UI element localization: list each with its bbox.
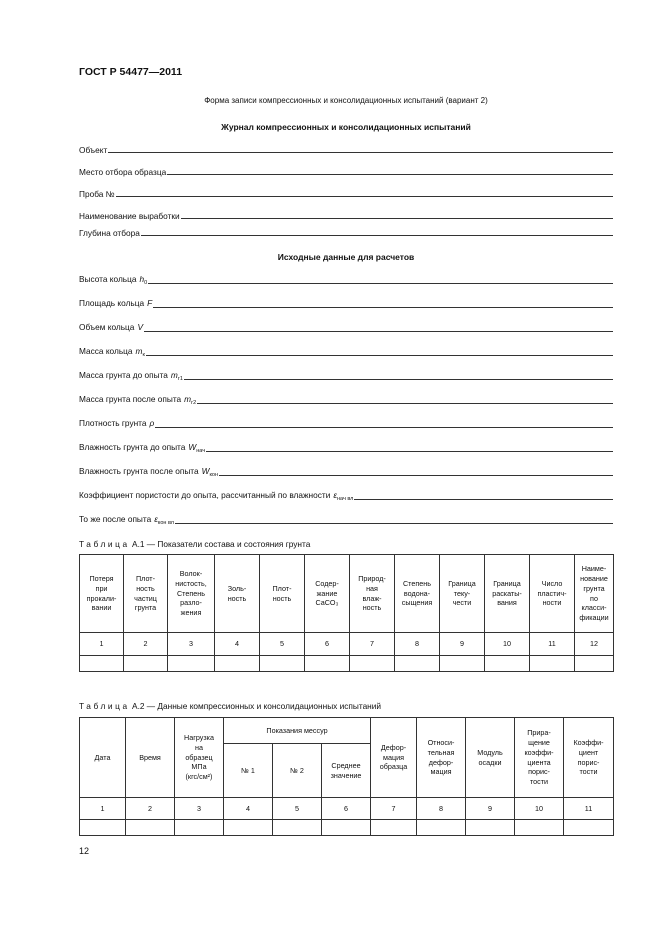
col-load [175,718,224,798]
header-line: коэффи- [524,747,554,757]
table1-column-number: 11 [530,633,575,656]
table1-column-number: 5 [260,633,305,656]
table1-data-cell[interactable] [124,656,168,672]
field-label-text: Масса кольца [79,346,133,356]
header-line: порис- [577,757,600,767]
header-line: теку- [453,588,471,598]
field-label [79,466,218,478]
header-line: (кгс/см²) [185,772,213,782]
fill-line[interactable] [153,307,613,308]
header-line: циент [578,747,599,757]
table2-column-number: 5 [273,798,322,820]
header-line: ность [227,593,247,603]
fill-line[interactable] [167,174,613,175]
header-line: ности [542,598,562,608]
header-line: Прира- [527,728,551,738]
header-line: Потеря [89,574,114,584]
field-label: Глубина отбора [79,228,140,238]
header-line: ность [362,603,382,613]
field-symbol: W [201,466,210,476]
header-line: на [195,742,203,752]
header-line: частиц [134,593,157,603]
table1-data-cell[interactable] [485,656,530,672]
field-label [79,322,143,334]
field-symbol: W [188,442,197,452]
field-label: Наименование выработки [79,211,180,221]
table1-data-cell[interactable] [575,656,614,672]
header-line: водона- [403,588,431,598]
calc-field [79,346,613,358]
header-line: Коэффи- [573,738,604,748]
header-line: Природ- [358,574,386,584]
header-line: грунта [134,603,157,613]
header-line: раскаты- [492,588,522,598]
table2-column-number: 11 [564,798,614,820]
header-line: при [95,583,108,593]
table1-column-number: 12 [575,633,614,656]
journal-title: Журнал компрессионных и консолидационных испытаний [221,122,471,132]
header-line: мация [430,767,452,777]
calc-field [79,394,613,406]
table1-header-cell [395,555,440,633]
table2-data-cell[interactable] [466,820,515,836]
col-deform [371,718,417,798]
header-line: Золь- [227,583,247,593]
fill-line[interactable] [116,196,613,197]
header-line: по [590,593,598,603]
table2-data-cell[interactable] [417,820,466,836]
header-line: Плот- [136,574,155,584]
header-line: мация [383,752,404,762]
field-label-text: Масса грунта до опыта [79,370,168,380]
table1-column-number: 6 [305,633,350,656]
fill-line[interactable] [148,283,613,284]
table1-header-cell [485,555,530,633]
field-label [79,346,145,358]
table2-data-cell[interactable] [273,820,322,836]
header-line: тости [529,776,549,786]
table1-column-number: 3 [168,633,215,656]
header-line: разло- [180,598,202,608]
field-symbol: m [170,370,178,380]
header-line: сыщения [401,598,433,608]
object-field [79,226,613,238]
header-line: влаж- [362,593,382,603]
composition-table [79,554,614,672]
table2-data-cell[interactable] [371,820,417,836]
header-line: циента [527,757,551,767]
header-line: чести [452,598,472,608]
field-symbol: F [147,298,153,308]
header-line: класси- [581,603,607,613]
header-line: дефор- [428,757,454,767]
table1-column-number: 2 [124,633,168,656]
table1-data-cell[interactable] [530,656,575,672]
table1-caption: Таблица А.1 — Показатели состава и состояния грунта [79,539,311,549]
field-label [79,274,147,286]
header-line: Нагрузка [184,733,214,743]
field-symbol-index: 0 [144,280,148,286]
col-gauge-1: № 1 [224,744,273,798]
col-time: Время [126,718,175,798]
table1-header-cell [350,555,395,633]
table1-column-number: 4 [215,633,260,656]
header-line: фикации [579,612,609,622]
fill-line[interactable] [181,218,613,219]
header-line: щение [528,738,550,748]
col-reldeform [417,718,466,798]
header-line: ная [366,583,378,593]
field-label-text: Объем кольца [79,322,135,332]
field-label-text: Масса грунта после опыта [79,394,182,404]
header-line: Содер- [315,578,339,588]
fill-line[interactable] [175,523,613,524]
header-line: нование [580,574,608,584]
table1-column-number: 9 [440,633,485,656]
header-line: ность [272,593,292,603]
field-label [79,490,353,502]
col-gauge-2: № 2 [273,744,322,798]
header-line: Плот- [272,583,292,593]
field-label-text: Влажность грунта до опыта [79,442,186,452]
col-gauges: Показания мессур [224,718,371,744]
table1-header-cell [440,555,485,633]
table2-column-number: 4 [224,798,273,820]
header-line: образец [185,752,213,762]
table1-data-cell[interactable] [260,656,305,672]
field-symbol-index: к [142,352,145,358]
field-symbol: ρ [149,418,155,428]
field-label-text: Коэффициент пористости до опыта, рассчитанный по влажности [79,490,331,500]
object-field [79,165,613,177]
table1-data-cell[interactable] [440,656,485,672]
col-gauge-avg [322,744,371,798]
table2-data-cell[interactable] [564,820,614,836]
table1-data-cell[interactable] [350,656,395,672]
header-line: Граница [448,578,476,588]
table2-data-cell[interactable] [224,820,273,836]
compression-table [79,717,614,836]
header-line: Степень [176,588,205,598]
field-symbol-index: нач вл [336,496,354,502]
object-field [79,143,613,155]
table1-data-cell[interactable] [305,656,350,672]
table2-column-number: 2 [126,798,175,820]
col-porosity-coef [564,718,614,798]
header-line: осадки [478,757,502,767]
header-line: Волок- [179,569,203,579]
header-line: пластич- [537,588,567,598]
fill-line[interactable] [144,331,613,332]
header-line: Наиме- [581,564,607,574]
table2-column-number: 10 [515,798,564,820]
fill-line[interactable] [155,427,613,428]
header-line: порис- [528,767,550,777]
table1-data-cell[interactable] [168,656,215,672]
object-field [79,187,613,199]
fill-line[interactable] [184,379,613,380]
header-line: Модуль [477,747,503,757]
calc-field [79,274,613,286]
field-label-text: То же после опыта [79,514,152,524]
table1-column-number: 10 [485,633,530,656]
fill-line[interactable] [146,355,613,356]
document-header: ГОСТ Р 54477—2011 [79,66,183,78]
header-line: Число [541,578,563,588]
field-symbol-index: нач [196,448,206,454]
table2-data-cell[interactable] [175,820,224,836]
header-line: Дефор- [380,742,407,752]
field-symbol: h [139,274,145,284]
header-line: тельная [427,747,455,757]
calc-field [79,370,613,382]
table1-column-number: 7 [350,633,395,656]
header-line: Степень [402,578,431,588]
table2-data-cell[interactable] [322,820,371,836]
header-line: МПа [191,762,207,772]
field-symbol: ε [154,514,158,524]
field-label [79,514,174,526]
col-date: Дата [80,718,126,798]
table1-header-cell [530,555,575,633]
calc-field [79,442,613,454]
fill-line[interactable] [206,451,613,452]
field-symbol-index: кон [209,472,219,478]
header-line: Граница [493,578,521,588]
field-label: Проба № [79,189,115,199]
field-label [79,370,183,382]
table1-column-number: 8 [395,633,440,656]
table2-column-number: 7 [371,798,417,820]
header-line: значение [330,770,362,780]
fill-line[interactable] [141,235,613,236]
field-label-text: Влажность грунта после опыта [79,466,199,476]
calc-field [79,418,613,430]
table1-header-cell [80,555,124,633]
object-field [79,209,613,221]
table1-header-cell [124,555,168,633]
col-modulus [466,718,515,798]
fill-line[interactable] [108,152,613,153]
table2-caption: Таблица А.2 — Данные компрессионных и консолидационных испытаний [79,701,382,711]
table2-column-number: 1 [80,798,126,820]
calc-field [79,466,613,478]
field-label [79,442,205,454]
header-line: нистость, [175,578,207,588]
table1-header-cell [168,555,215,633]
field-label-text: Высота кольца [79,274,137,284]
fill-line[interactable] [197,403,613,404]
table1-data-cell[interactable] [215,656,260,672]
field-label [79,394,196,406]
header-line: вания [497,598,517,608]
table1-header-cell [215,555,260,633]
header-line: Относи- [427,738,455,748]
calc-field [79,298,613,310]
table1-data-cell[interactable] [395,656,440,672]
header-line: жения [180,608,202,618]
fill-line[interactable] [219,475,613,476]
calc-field [79,514,613,526]
header-line: тости [579,767,598,777]
header-line: прокали- [86,593,117,603]
calc-field [79,490,613,502]
header-line: образца [379,762,408,772]
table1-data-cell[interactable] [80,656,124,672]
field-label: Объект [79,145,108,155]
header-line: Среднее [331,760,361,770]
field-symbol: m [135,346,143,356]
col-porosity-increment [515,718,564,798]
calc-field [79,322,613,334]
calc-section-title: Исходные данные для расчетов [277,252,415,262]
header-line: вании [91,603,112,613]
field-symbol-index: г2 [191,400,197,406]
table2-data-cell[interactable] [80,820,126,836]
table2-data-cell[interactable] [126,820,175,836]
field-label [79,298,152,310]
form-title: Форма записи компрессионных и консолидационных испытаний (вариант 2) [204,96,488,105]
field-symbol-index: кон вл [157,520,174,526]
field-label [79,418,154,430]
table1-header-cell [260,555,305,633]
field-symbol: V [137,322,143,332]
header-line: ность [136,583,155,593]
field-symbol-index: г1 [177,376,183,382]
fill-line[interactable] [354,499,613,500]
page-number: 12 [79,846,90,856]
field-symbol: ε [333,490,337,500]
header-line: жание [316,588,338,598]
field-label-text: Плотность грунта [79,418,147,428]
header-line: CaCO₃ [315,598,339,608]
table1-column-number: 1 [80,633,124,656]
header-line: грунта [583,583,605,593]
table2-column-number: 6 [322,798,371,820]
table2-column-number: 3 [175,798,224,820]
table2-column-number: 8 [417,798,466,820]
field-symbol: m [184,394,192,404]
table2-column-number: 9 [466,798,515,820]
table1-header-cell [305,555,350,633]
table2-data-cell[interactable] [515,820,564,836]
field-label-text: Площадь кольца [79,298,145,308]
field-label: Место отбора образца [79,167,167,177]
table1-header-cell [575,555,614,633]
